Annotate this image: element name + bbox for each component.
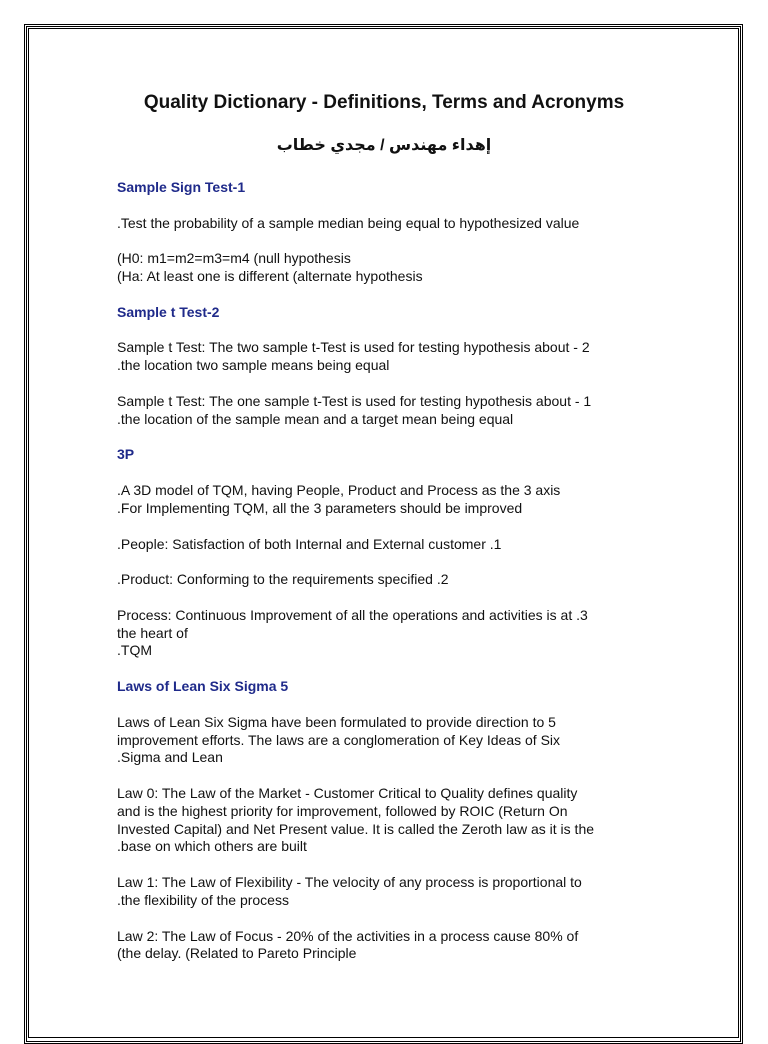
paragraph-line: .the flexibility of the process bbox=[117, 892, 289, 908]
paragraph-line: .base on which others are built bbox=[117, 838, 307, 854]
section-heading: Sample Sign Test-1 bbox=[117, 179, 246, 195]
paragraph-line: .the location two sample means being equal bbox=[117, 357, 390, 373]
paragraph-line: .TQM bbox=[117, 642, 152, 658]
paragraph-line: Law 1: The Law of Flexibility - The velocity of any process is proportional to bbox=[117, 874, 582, 890]
paragraph-line: Process: Continuous Improvement of all the operations and activities is at .3 bbox=[117, 607, 588, 623]
section-heading: Laws of Lean Six Sigma 5 bbox=[117, 678, 289, 694]
paragraph-line: .A 3D model of TQM, having People, Product and Process as the 3 axis bbox=[117, 482, 561, 498]
paragraph-line: Sample t Test: The one sample t-Test is used for testing hypothesis about - 1 bbox=[117, 393, 592, 409]
document-subtitle: إهداء مهندس / مجدي خطاب bbox=[276, 137, 492, 154]
paragraph-line: Invested Capital) and Net Present value. It is called the Zeroth law as it is the bbox=[117, 821, 595, 837]
paragraph-line: (Ha: At least one is different (alternate hypothesis bbox=[117, 268, 423, 284]
paragraph-line: (H0: m1=m2=m3=m4 (null hypothesis bbox=[117, 250, 351, 266]
paragraph-line: the heart of bbox=[117, 625, 188, 641]
document-title: Quality Dictionary - Definitions, Terms and Acronyms bbox=[143, 92, 625, 113]
paragraph-line: improvement efforts. The laws are a conglomeration of Key Ideas of Six bbox=[117, 732, 561, 748]
paragraph-line: Laws of Lean Six Sigma have been formulated to provide direction to 5 bbox=[117, 714, 556, 730]
section-heading: 3P bbox=[117, 446, 135, 462]
paragraph-line: .For Implementing TQM, all the 3 parameters should be improved bbox=[117, 500, 523, 516]
paragraph-line: .People: Satisfaction of both Internal and External customer .1 bbox=[117, 536, 502, 552]
paragraph-line: Law 0: The Law of the Market - Customer Critical to Quality defines quality bbox=[117, 785, 578, 801]
paragraph-line: (the delay. (Related to Pareto Principle bbox=[117, 945, 357, 961]
paragraph-line: Sample t Test: The two sample t-Test is used for testing hypothesis about - 2 bbox=[117, 339, 590, 355]
paragraph-line: Law 2: The Law of Focus - 20% of the activities in a process cause 80% of bbox=[117, 928, 579, 944]
paragraph-line: .the location of the sample mean and a target mean being equal bbox=[117, 411, 514, 427]
section-heading: Sample t Test-2 bbox=[117, 304, 220, 320]
paragraph-line: .Product: Conforming to the requirements specified .2 bbox=[117, 571, 449, 587]
paragraph-line: and is the highest priority for improvement, followed by ROIC (Return On bbox=[117, 803, 568, 819]
paragraph-line: .Test the probability of a sample median being equal to hypothesized value bbox=[117, 215, 580, 231]
paragraph-line: .Sigma and Lean bbox=[117, 749, 223, 765]
